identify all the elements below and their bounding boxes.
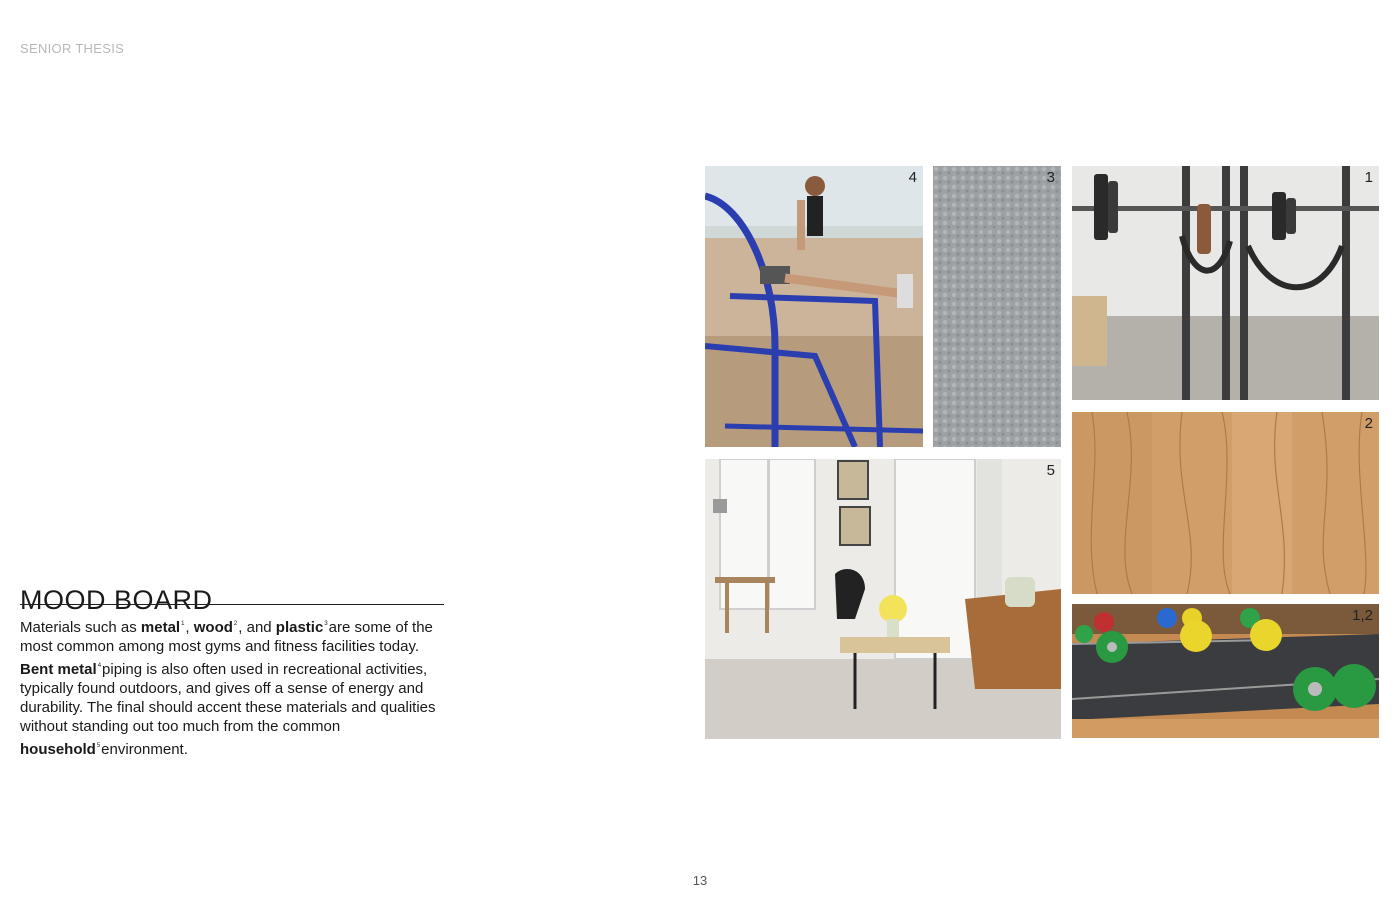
body-text-run: Materials such as [20,619,141,636]
image-number: 5 [1046,462,1055,479]
image-power-rack [1072,166,1379,400]
footnote-ref: 5 [96,742,101,749]
footnote-ref: 3 [324,621,328,627]
image-living-room [705,459,1061,739]
footnote-ref: 1 [181,621,185,627]
footnote-ref: 2 [233,621,238,627]
image-number: 4 [908,169,917,186]
image-number: 1 [1364,169,1373,186]
image-outdoor-dip-bars [705,166,923,447]
image-plastic-texture [933,166,1061,447]
keyword-bent-metal: Bent metal [20,660,97,678]
image-weightlifting-platform [1072,604,1379,738]
body-text-run: environment. [101,740,188,758]
keyword-wood: wood [193,619,233,636]
image-number: 2 [1364,415,1373,432]
section-title: MOOD BOARD [20,585,213,616]
body-text-run: , and [238,619,276,636]
keyword-metal: metal [140,619,181,636]
keyword-plastic: plastic [275,619,324,636]
title-rule [20,604,444,605]
body-text-run: are some of the most common among most gyms and fitness facilities today. [20,619,433,656]
image-oak-wood [1072,412,1379,594]
footnote-ref: 4 [97,662,102,669]
keyword-household: household [20,740,96,758]
body-paragraph [20,615,450,759]
page-number: 13 [692,873,708,888]
body-text-run: , [185,619,194,636]
running-header: SENIOR THESIS [20,41,125,56]
body-text-run: piping is also often used in recreational activities, typically found outdoors, and gives off a sense of energy and durability. The final should accent these materials and qualities without standing out too much from the common [20,660,436,736]
image-number: 1,2 [1352,607,1373,624]
image-number: 3 [1046,169,1055,186]
